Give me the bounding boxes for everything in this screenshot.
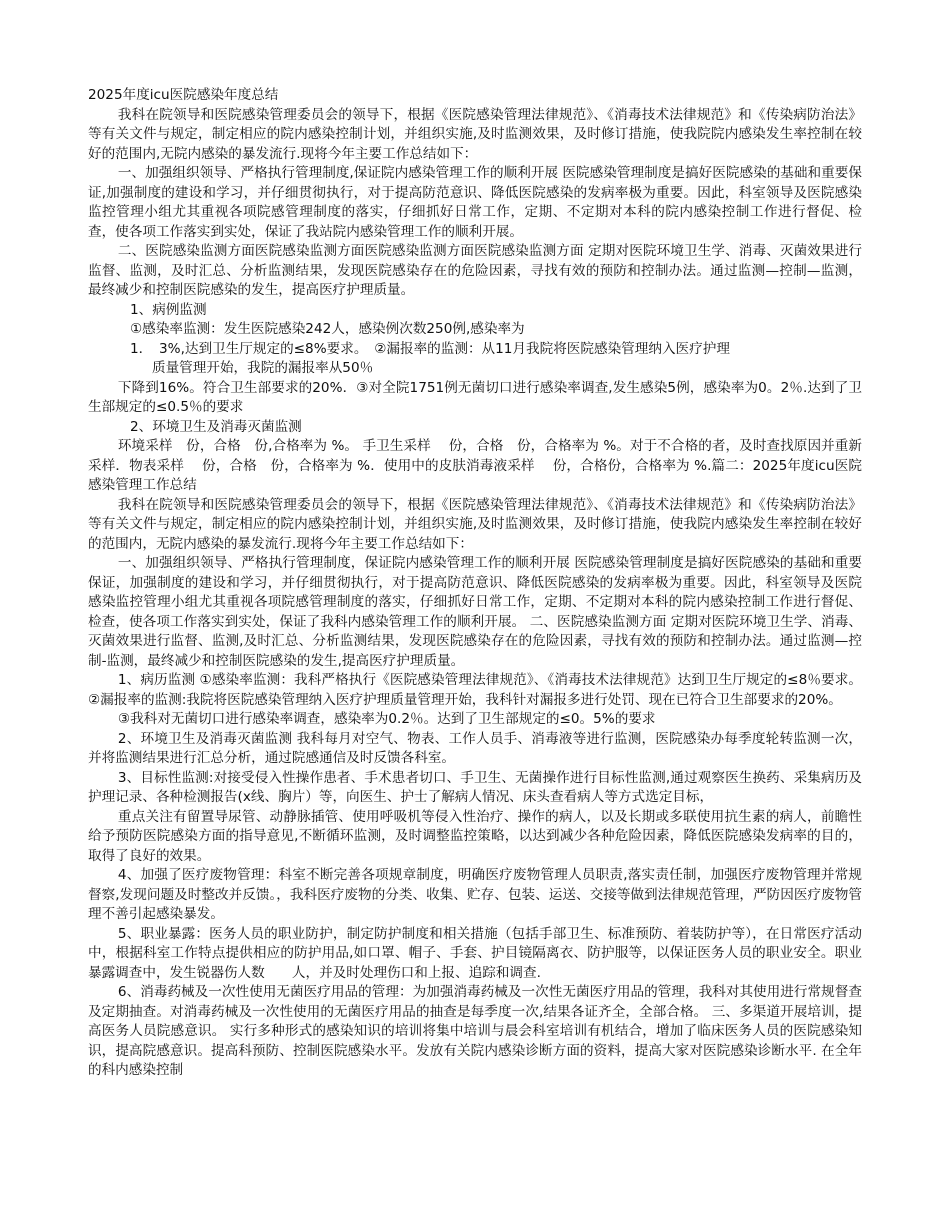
environment-paragraph: 2、环境卫生及消毒灭菌监测 我科每月对空气、物表、工作人员手、消毒液等进行监测，医院感染办每季度轮转监测一次，并将监测结果进行汇总分析，通过院感通信及时反馈各科室。 (88, 730, 862, 766)
infection-rate-item: ①感染率监测：发生医院感染242人，感染例次数250例,感染率为 (130, 321, 525, 337)
occupational-exposure-paragraph: 5、职业暴露：医务人员的职业防护，制定防护制度和相关措施（包括手部卫生、标准预防、着装防护等），在日常医疗活动中，根据科室工作特点提供相应的防护用品,如口罩、帽子、手套、护目镜隔离衣、防护服等，以保证医务人员的职业安全。职业暴露调查中，发生锐器伤人数 人，并及时处理伤口和上报、追踪和调查. (88, 925, 862, 981)
document-title: 2025年度icu医院感染年度总结 (88, 87, 279, 103)
subheading-case-monitoring: 1、病例监测 (130, 301, 207, 318)
targeted-monitoring-paragraph: 3、目标性监测:对接受侵入性操作患者、手术患者切口、手卫生、无菌操作进行目标性监测,通过观察医生换药、采集病历及护理记录、各种检测报告(x线、胸片）等，向医生、护士了解病人情况、床头查看病人等方式选定目标， (88, 769, 862, 805)
section-one-paragraph: 一、加强组织领导、严格执行管理制度,保证院内感染管理工作的顺利开展 医院感染管理制度是搞好医院感染的基础和重要保证,加强制度的建设和学习，并仔细贯彻执行，对于提高防范意识、降低医院感染的发病率极为重要。因此，科室领导及医院感染监控管理小组尤其重视各项院感管理制度的落实，仔细抓好日常工作，定期、不定期对本科的院内感染控制工作进行督促、检查，使各项工作落实到实处，保证了我站院内感染管理工作的顺利开展。 (88, 165, 862, 240)
sampling-paragraph: 环境采样 份，合格 份,合格率为 %。 手卫生采样 份，合格 份，合格率为 %。对于不合格的者，及时查找原因并重新采样．物表采样 份，合格 份，合格率为 %．使用中的皮肤消毒液采样 份，合格份，合格率为 %.篇二：2025年度icu医院感染管理工作总结 (88, 438, 862, 493)
document-page (88, 86, 862, 1081)
part-two-section-one-paragraph: 一、加强组织领导、严格执行管理制度，保证院内感染管理工作的顺利开展 医院感染管理制度是搞好医院感染的基础和重要保证，加强制度的建设和学习，并仔细贯彻执行，对于提高防范意识、降低医院感染的发病率极为重要。因此，科室领导及医院感染监控管理小组尤其重视各项院感管理制度的落实，仔细抓好日常工作，定期、不定期对本科的院内感染控制工作进行督促、检查，使各项工作落实到实处，保证了我科内感染管理工作的顺利开展。 二、医院感染监测方面 定期对医院环境卫生学、消毒、灭菌效果进行监督、监测,及时汇总、分析监测结果，发现医院感染存在的危险因素，寻找有效的预防和控制办法。通过监测—控制-监测，最终减少和控制医院感染的发生,提高医疗护理质量。 (88, 555, 862, 669)
disinfection-supplies-paragraph: 6、消毒药械及一次性使用无菌医疗用品的管理：为加强消毒药械及一次性无菌医疗用品的管理，我科对其使用进行常规督查及定期抽查。对消毒药械及一次性使用的无菌医疗用品的抽查是每季度一次,结果各证齐全，全部合格。 三、多渠道开展培训，提高医务人员院感意识。 实行多种形式的感染知识的培训将集中培训与晨会科室培训有机结合，增加了临床医务人员的医院感染知识，提高院感意识。提高科预防、控制医院感染水平。发放有关院内感染诊断方面的资料，提高大家对医院感染诊断水平. 在全年的科内感染控制 (88, 984, 862, 1078)
incision-rate-paragraph: ③我科对无菌切口进行感染率调查，感染率为0.2％。达到了卫生部规定的≤0。5%的要求 (117, 711, 656, 727)
numbered-item (88, 340, 862, 379)
numbered-item-continuation: 质量管理开始，我院的漏报率从50％ (152, 360, 374, 376)
case-monitoring-paragraph: 1、病历监测 ①感染率监测：我科严格执行《医院感染管理法律规范》、《消毒技术法律规范》达到卫生厅规定的≤8％要求。 ②漏报率的监测:我院将医院感染管理纳入医疗护理质量管理开始，我科针对漏报多进行处罚、现在已符合卫生部要求的20%。 (88, 672, 862, 708)
incision-infection-paragraph: 下降到16%。符合卫生部要求的20%．③对全院1751例无菌切口进行感染率调查,发生感染5例，感染率为0。2％.达到了卫生部规定的≤0.5％的要求 (88, 379, 862, 415)
medical-waste-paragraph: 4、加强了医疗废物管理：科室不断完善各项规章制度，明确医疗废物管理人员职责,落实责任制，加强医疗废物管理并常规督察,发现问题及时整改并反馈。，我科医疗废物的分类、收集、贮存、包装、运送、交接等做到法律规范管理，严防因医疗废物管理不善引起感染暴发。 (88, 867, 862, 922)
part-two-intro-paragraph: 我科在院领导和医院感染管理委员会的领导下，根据《医院感染管理法律规范》、《消毒技术法律规范》和《传染病防治法》等有关文件与规定，制定相应的院内感染控制计划，并组织实施,及时监测效果，及时修订措施，使我院内感染发生率控制在较好的范围内，无院内感染的暴发流行.现将今年主要工作总结如下： (88, 496, 862, 552)
intro-paragraph: 我科在院领导和医院感染管理委员会的领导下，根据《医院感染管理法律规范》、《消毒技术法律规范》和《传染病防治法》等有关文件与规定，制定相应的院内感染控制计划，并组织实施,及时监测效果，及时修订措施，使我院院内感染发生率控制在较好的范围内,无院内感染的暴发流行.现将今年主要工作总结如下： (88, 106, 862, 162)
section-two-paragraph: 二、医院感染监测方面医院感染监测方面医院感染监测方面医院感染监测方面 定期对医院环境卫生学、消毒、灭菌效果进行监督、监测，及时汇总、分析监测结果，发现医院感染存在的危险因素，寻找有效的预防和控制办法。通过监测—控制—监测，最终减少和控制医院感染的发生，提高医疗护理质量。 (88, 243, 862, 298)
key-focus-paragraph: 重点关注有留置导尿管、动静脉插管、使用呼吸机等侵入性治疗、操作的病人，以及长期或多联使用抗生素的病人，前瞻性给予预防医院感染方面的指导意见,不断循环监测，及时调整监控策略，以达到减少各种危险因素，降低医院感染发病率的目的，取得了良好的效果。 (88, 808, 862, 864)
numbered-item-lead: 1． 3%,达到卫生厅规定的≤8%要求。 ②漏报率的监测：从11月我院将医院感染管理纳入医疗护理 (130, 340, 730, 357)
subheading-environment-monitoring: 2、环境卫生及消毒灭菌监测 (130, 418, 302, 435)
